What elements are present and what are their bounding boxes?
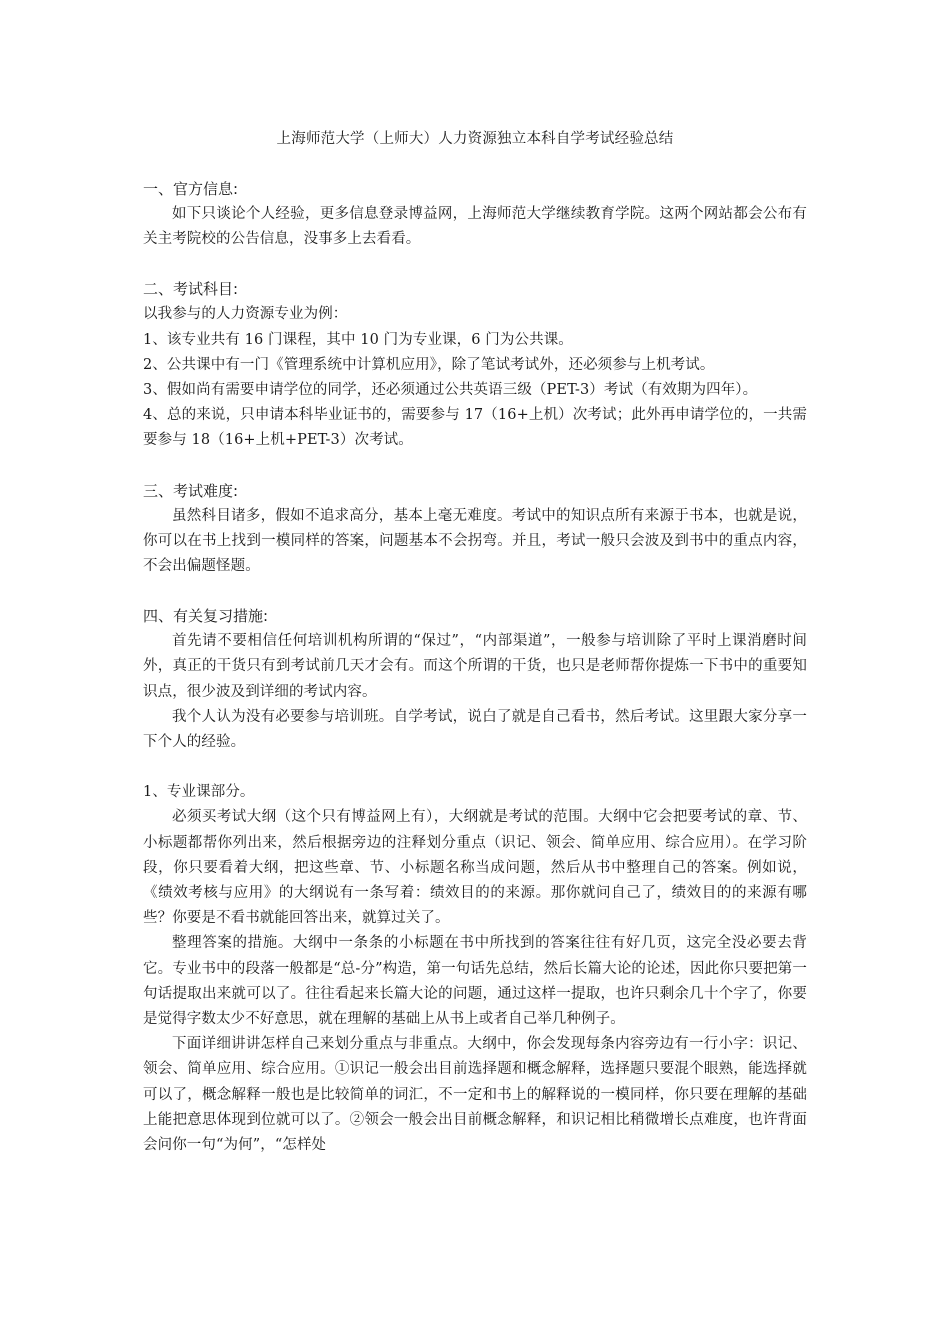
section-exam-subjects <box>143 277 807 453</box>
paragraph: 我个人认为没有必要参与培训班。自学考试，说白了就是自己看书，然后考试。这里跟大家分享一下个人的经验。 <box>143 708 807 751</box>
section-exam-difficulty <box>143 479 807 580</box>
paragraph: 虽然科目诸多，假如不追求高分，基本上毫无难度。考试中的知识点所有来源于书本，也就是说，你可以在书上找到一模同样的答案，问题基本不会拐弯。并且，考试一般只会波及到书中的重点内容，不会出偏题怪题。 <box>143 507 807 575</box>
paragraph: 首先请不要相信任何培训机构所谓的“保过”，“内部渠道”，一般参与培训除了平时上课消磨时间外，真正的干货只有到考试前几天才会有。而这个所谓的干货，也只是老师帮你提炼一下书中的重要知识点，很少波及到详细的考试内容。 <box>143 633 807 700</box>
subsection-heading: 1、专业课部分。 <box>143 784 255 801</box>
section-review-methods <box>143 604 807 755</box>
section-heading: 一、官方信息: <box>143 180 239 198</box>
paragraph: 以我参与的人力资源专业为例： <box>143 306 348 323</box>
section-heading: 三、考试难度: <box>143 481 239 500</box>
list-item: 1、该专业共有 16 门课程，其中 10 门为专业课，6 门为公共课。 <box>143 331 573 348</box>
list-item: 2、公共课中有一门《管理系统中计算机应用》，除了笔试考试外，还必须参与上机考试。 <box>143 356 715 373</box>
paragraph: 如下只谈论个人经验，更多信息登录博益网，上海师范大学继续教育学院。这两个网站都会公布有关主考院校的公告信息，没事多上去看看。 <box>143 206 807 248</box>
section-heading: 四、有关复习措施: <box>143 607 269 626</box>
section-heading: 二、考试科目: <box>143 280 239 299</box>
section-official-info <box>143 177 807 252</box>
document-title: 上海师范大学（上师大）人力资源独立本科自学考试经验总结 <box>276 131 674 147</box>
paragraph: 下面详细讲讲怎样自己来划分重点与非重点。大纲中，你会发现每条内容旁边有一行小字：识记、领会、简单应用、综合应用。①识记一般会出目前选择题和概念解释，选择题只要混个眼熟，能选择就可以了，概念解释一般也是比较简单的词汇，不一定和书上的解释说的一模同样，你只要在理解的基础上能把意思体现到位就可以了。②领会一般会出目前概念解释，和识记相比稍微增长点难度，也许背面会问你一句“为何”，“怎样处 <box>143 1036 807 1154</box>
list-item: 3、假如尚有需要申请学位的同学，还必须通过公共英语三级（PET-3）考试（有效期为四年）。 <box>143 382 758 399</box>
paragraph: 必须买考试大纲（这个只有博益网上有），大纲就是考试的范围。大纲中它会把要考试的章、节、小标题都帮你列出来，然后根据旁边的注释划分重点（识记、领会、简单应用、综合应用）。在学习阶段，你只要看着大纲，把这些章、节、小标题名称当成问题，然后从书中整理自己的答案。例如说，《绩效考核与应用》的大纲说有一条写着：绩效目的的来源。那你就问自己了，绩效目的的来源有哪些？你要是不看书就能回答出来，就算过关了。 <box>143 809 807 927</box>
document-page <box>143 128 807 1158</box>
paragraph: 整理答案的措施。大纲中一条条的小标题在书中所找到的答案往往有好几页，这完全没必要去背它。专业书中的段落一般都是“总-分”构造，第一句话先总结，然后长篇大论的论述，因此你只要把第一句话提取出来就可以了。往往看起来长篇大论的问题，通过这样一提取，也许只剩余几十个字了，你要是觉得字数太少不好意思，就在理解的基础上从书上或者自己举几种例子。 <box>143 935 807 1028</box>
subsection-professional-courses <box>143 780 807 1158</box>
list-item: 4、总的来说，只申请本科毕业证书的，需要参与 17（16+上机）次考试；此外再申请学位的，一共需要参与 18（16+上机+PET-3）次考试。 <box>143 407 807 449</box>
